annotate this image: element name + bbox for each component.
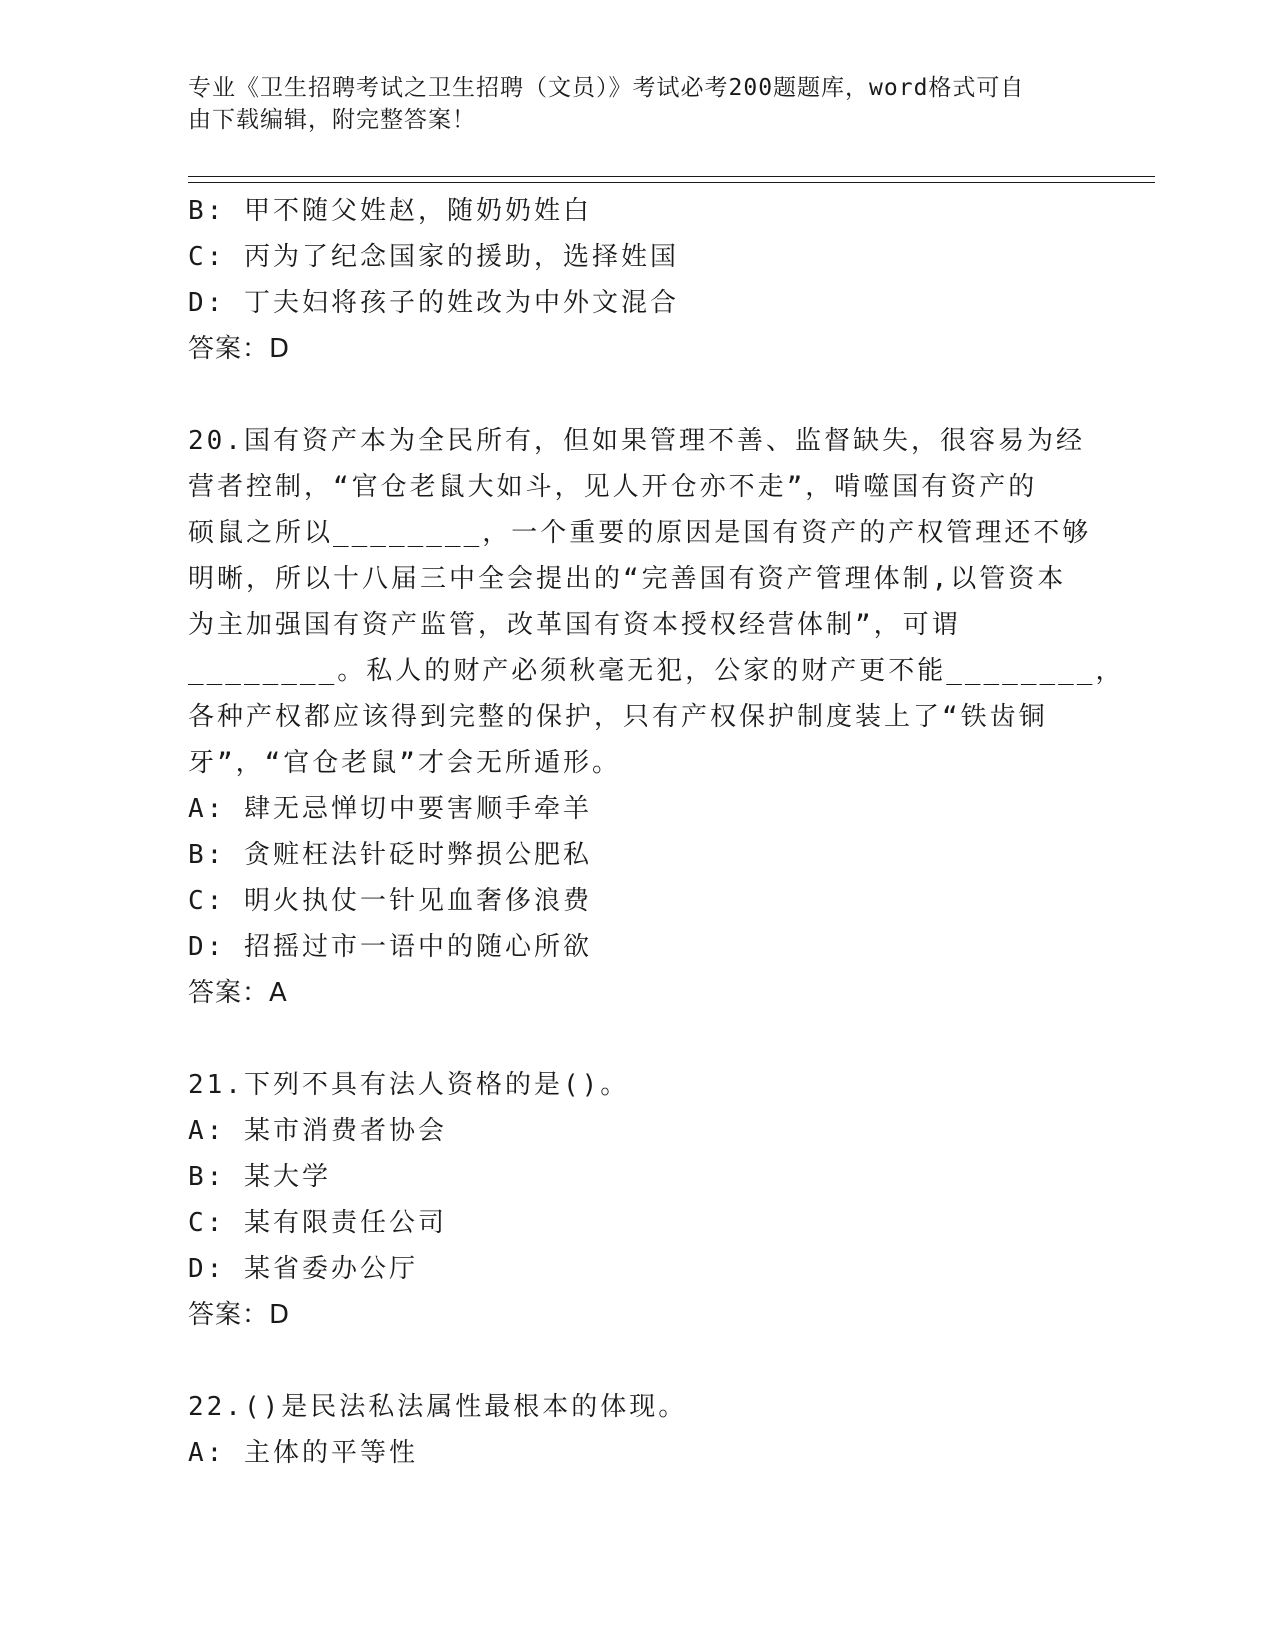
- option-c: C: 明火执仗一针见血奢侈浪费: [188, 886, 592, 916]
- question-stem-line: 硕鼠之所以________，一个重要的原因是国有资产的产权管理还不够: [188, 518, 1092, 548]
- option-b: B: 贪赃枉法针砭时弊损公肥私: [188, 840, 592, 870]
- question-stem-line: 各种产权都应该得到完整的保护，只有产权保护制度装上了“铁齿铜: [188, 702, 1048, 732]
- question-22: [188, 1384, 1088, 1476]
- option-c: C: 丙为了纪念国家的援助，选择姓国: [188, 242, 679, 272]
- spacer: [188, 372, 1088, 418]
- answer-label: 答案：A: [188, 978, 288, 1008]
- question-stem: 21.下列不具有法人资格的是()。: [188, 1070, 630, 1100]
- spacer: [188, 1016, 1088, 1062]
- question-stem-line: 营者控制，“官仓老鼠大如斗，见人开仓亦不走”，啃噬国有资产的: [188, 472, 1038, 502]
- question-stem-line: 明晰，所以十八届三中全会提出的“完善国有资产管理体制,以管资本: [188, 564, 1067, 594]
- option-d: D: 招摇过市一语中的随心所欲: [188, 932, 592, 962]
- option-a: A: 主体的平等性: [188, 1438, 418, 1468]
- header-divider-bottom: [188, 182, 1155, 183]
- spacer: [188, 1338, 1088, 1384]
- question-stem-line: ________。私人的财产必须秋毫无犯，公家的财产更不能________，: [188, 656, 1125, 686]
- option-d: D: 某省委办公厅: [188, 1254, 418, 1284]
- question-21: [188, 1062, 1088, 1338]
- question-20: [188, 418, 1125, 1016]
- answer-label: 答案：D: [188, 334, 291, 364]
- question-stem-line: 为主加强国有资产监管，改革国有资本授权经营体制”，可谓: [188, 610, 961, 640]
- option-b: B: 某大学: [188, 1162, 331, 1192]
- document-header: [188, 72, 1068, 136]
- question-stem-line: 20.国有资产本为全民所有，但如果管理不善、监督缺失，很容易为经: [188, 426, 1085, 456]
- question-list: [188, 188, 1125, 1476]
- option-c: C: 某有限责任公司: [188, 1208, 447, 1238]
- option-a: A: 某市消费者协会: [188, 1116, 447, 1146]
- answer-label: 答案：D: [188, 1300, 291, 1330]
- header-line-2: 由下载编辑，附完整答案！: [188, 107, 476, 133]
- header-line-1: 专业《卫生招聘考试之卫生招聘（文员）》考试必考200题题库，word格式可自: [188, 75, 1025, 101]
- option-b: B: 甲不随父姓赵，随奶奶姓白: [188, 196, 592, 226]
- question-stem: 22.()是民法私法属性最根本的体现。: [188, 1392, 688, 1422]
- question-19-tail: [188, 188, 1088, 372]
- option-d: D: 丁夫妇将孩子的姓改为中外文混合: [188, 288, 679, 318]
- question-stem-line: 牙”，“官仓老鼠”才会无所遁形。: [188, 748, 621, 778]
- option-a: A: 肆无忌惮切中要害顺手牵羊: [188, 794, 592, 824]
- header-divider-top: [188, 176, 1155, 177]
